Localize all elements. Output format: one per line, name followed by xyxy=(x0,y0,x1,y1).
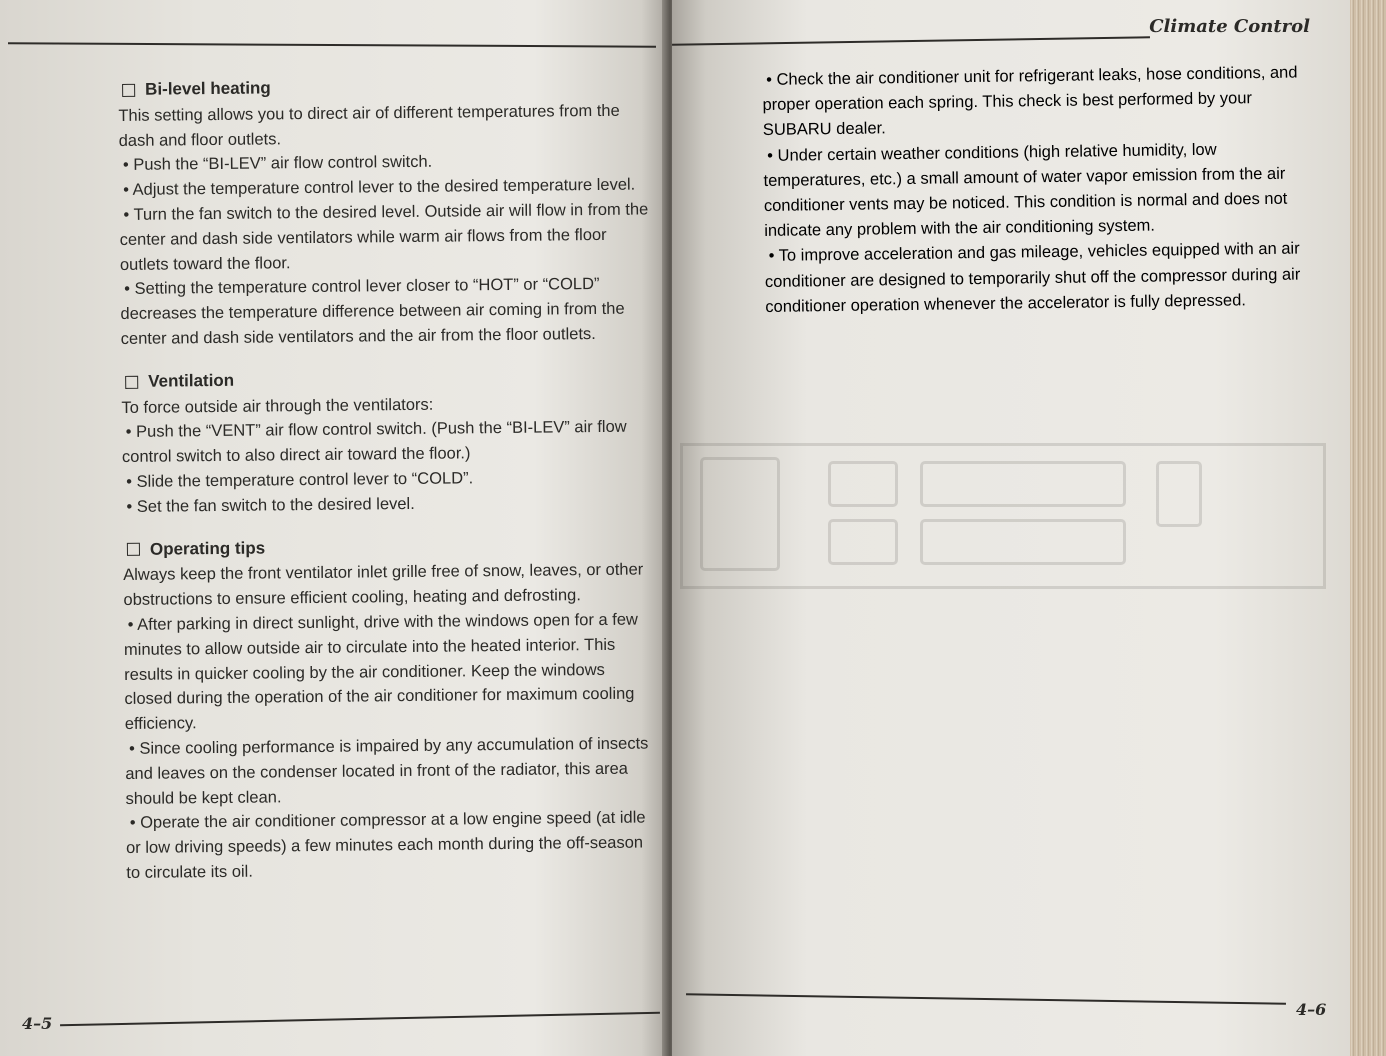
list-item: • Turn the fan switch to the desired level. Outside air will flow in from the center and dash side ventilators while warm air flows from the floor outlets toward the floor. xyxy=(119,197,650,277)
right-top-rule xyxy=(672,36,1150,46)
left-top-rule xyxy=(8,42,656,47)
running-header: Climate Control xyxy=(1149,16,1310,37)
bullet-list xyxy=(762,60,1313,320)
section-operating-tips xyxy=(123,532,657,886)
ghost-display xyxy=(700,457,780,571)
heading-text: Operating tips xyxy=(149,538,266,559)
left-bottom-rule xyxy=(60,1012,660,1027)
heading-text: Bi-level heating xyxy=(145,78,271,99)
list-item: • Since cooling performance is impaired by any accumulation of insects and leaves on the condenser located in front of the radiator, this area should be kept clean. xyxy=(125,731,656,811)
section-intro: To force outside air through the ventilators: xyxy=(121,395,434,417)
section-intro: Always keep the front ventilator inlet grille free of snow, leaves, or other obstructions to ensure efficient cooling, heating and defrosting. xyxy=(123,560,644,610)
section-ventilation xyxy=(121,364,653,519)
list-item: • Push the “VENT” air flow control switch. (Push the “BI-LEV” air flow control switch to also direct air toward the floor.) xyxy=(122,415,652,470)
list-item: • Set the fan switch to the desired level. xyxy=(122,489,652,519)
section-intro: This setting allows you to direct air of different temperatures from the dash and floor outlets. xyxy=(118,101,620,150)
section-bi-level-heating xyxy=(118,72,651,351)
list-item: • Slide the temperature control lever to “COLD”. xyxy=(122,464,652,494)
ghost-button xyxy=(920,519,1126,565)
checkbox-square-icon xyxy=(122,84,135,97)
heading-text: Ventilation xyxy=(148,370,235,391)
list-item: • Check the air conditioner unit for refrigerant leaks, hose conditions, and proper operation each spring. This check is best performed by your SUBARU dealer. xyxy=(762,60,1311,143)
list-item: • After parking in direct sunlight, drive with the windows open for a few minutes to allow outside air to circulate into the heated interior. This results in quicker cooling by the air conditioner. Keep the windows closed during the operation of the air conditioner for maximum cooling efficiency. xyxy=(124,607,655,737)
ghost-button xyxy=(920,461,1126,507)
list-item: • Setting the temperature control lever closer to “HOT” or “COLD” decreases the temperature difference between air coming in from the center and dash side ventilators and the air from the floor outlets. xyxy=(120,272,651,352)
checkbox-square-icon xyxy=(125,375,138,388)
book-page-edges xyxy=(1350,0,1386,1056)
right-bottom-rule xyxy=(686,993,1286,1004)
list-item: • Operate the air conditioner compressor at a low engine speed (at idle or low driving speeds) a few minutes each month during the off-season to circulate its oil. xyxy=(126,806,657,886)
left-column xyxy=(118,72,657,903)
ghost-button xyxy=(828,461,898,507)
list-item: • Adjust the temperature control lever to the desired temperature level. xyxy=(119,173,649,203)
ghost-button xyxy=(1156,461,1202,527)
bullet-list xyxy=(122,415,653,520)
page-number-right: 4–6 xyxy=(1296,1000,1327,1019)
checkbox-square-icon xyxy=(127,543,140,556)
page-number-left: 4–5 xyxy=(22,1014,53,1033)
right-column xyxy=(762,60,1314,338)
bullet-list xyxy=(124,607,657,885)
list-item: • To improve acceleration and gas mileage, vehicles equipped with an air conditioner are designed to temporarily shut off the compressor during air conditioner operation whenever the accelerator is fully depressed. xyxy=(764,237,1313,320)
list-item: • Push the “BI-LEV” air flow control switch. xyxy=(119,148,649,178)
list-item: • Under certain weather conditions (high relative humidity, low temperatures, etc.) a small amount of water vapor emission from the air conditioner vents may be noticed. This condition is normal and does not indicate any problem with the air conditioning system. xyxy=(763,136,1312,244)
ghost-button xyxy=(828,519,898,565)
show-through-diagram xyxy=(680,385,1340,905)
bullet-list xyxy=(119,148,651,352)
left-page xyxy=(0,0,668,1056)
